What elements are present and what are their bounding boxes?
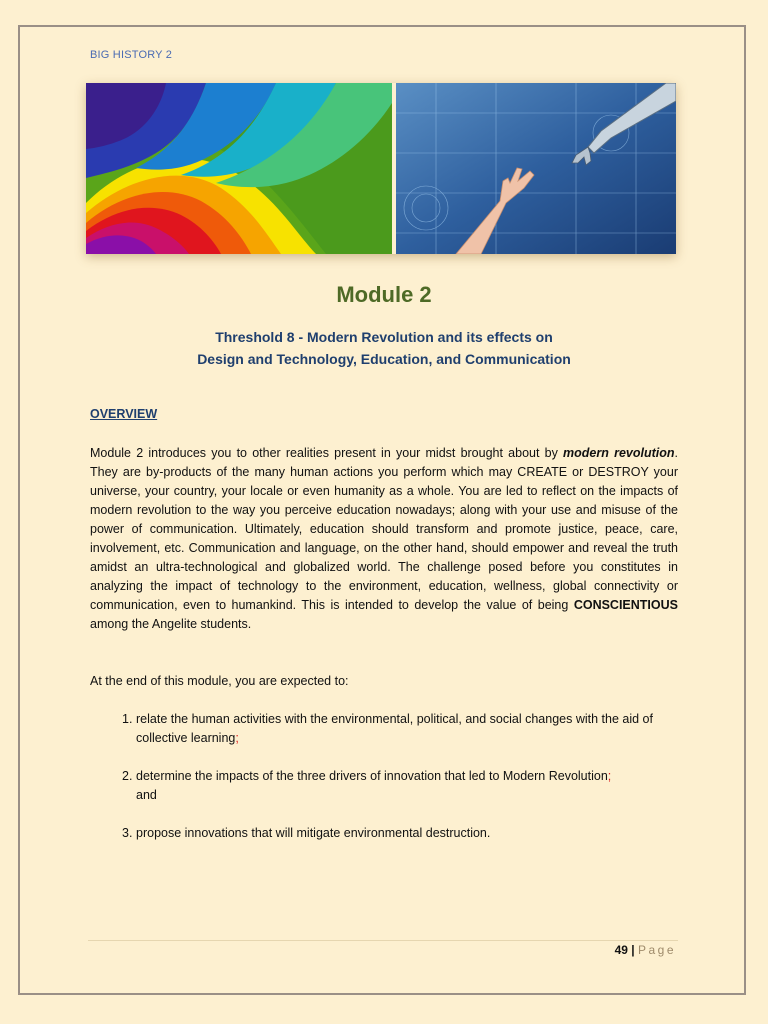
overview-text-end: among the Angelite students.: [90, 617, 252, 631]
page-footer: [615, 943, 676, 957]
objective-item-1: [90, 710, 678, 748]
footer-separator: |: [631, 943, 635, 957]
objectives-intro: At the end of this module, you are expected to:: [90, 674, 349, 688]
running-header: BIG HISTORY 2: [90, 49, 173, 61]
overview-text-start: Module 2 introduces you to other realities present in your midst brought about by: [90, 446, 564, 460]
page-label: Page: [637, 943, 676, 957]
objective-number: 1.: [122, 712, 133, 726]
module-subtitle: [0, 326, 768, 370]
rainbow-swirl-image: [86, 83, 392, 254]
objective-number: 3.: [122, 826, 133, 840]
objective-suffix: ;: [235, 731, 239, 745]
objective-after: and: [136, 788, 157, 802]
overview-paragraph: [90, 444, 678, 634]
tech-hands-image: [396, 83, 676, 254]
objective-item-2: [90, 767, 678, 805]
overview-emphasis: modern revolution: [563, 446, 675, 460]
objective-text: propose innovations that will mitigate environmental destruction.: [136, 826, 491, 840]
objective-text: relate the human activities with the environmental, political, and social changes with the aid of collective learning;: [136, 712, 653, 745]
footer-divider: [88, 940, 678, 941]
objective-suffix: ;: [607, 769, 612, 783]
module-title: Module 2: [336, 282, 432, 307]
page-number: 49: [614, 943, 628, 957]
subtitle-line-2: Design and Technology, Education, and Communication: [197, 351, 571, 367]
overview-strong: CONSCIENTIOUS: [573, 598, 678, 612]
subtitle-line-1: Threshold 8 - Modern Revolution and its effects on: [215, 329, 553, 345]
objective-text: determine the impacts of the three drivers of innovation that led to Modern Revolution; and: [136, 769, 612, 802]
objective-number: 2.: [122, 769, 133, 783]
overview-heading: OVERVIEW: [90, 407, 158, 421]
banner-images: [86, 83, 676, 254]
objective-item-3: [90, 824, 678, 843]
overview-text-mid: . They are by-products of the many human actions you perform which may CREATE or DESTROY your universe, your country, your locale or even humanity as a whole. You are led to reflect on the impacts of modern revolution to the way you perceive education nowadays; along with your use and misuse of the power of communication. Ultimately, education should transform and promote justice, peace, care, involvement, etc. Communication and language, on the other hand, should empower and reveal the truth amidst an ultra-technological and globalized world. The challenge posed before you constitutes in analyzing the impact of technology to the environment, education, wellness, global connectivity or communication, even to humankind. This is intended to develop the value of being: [90, 446, 678, 612]
